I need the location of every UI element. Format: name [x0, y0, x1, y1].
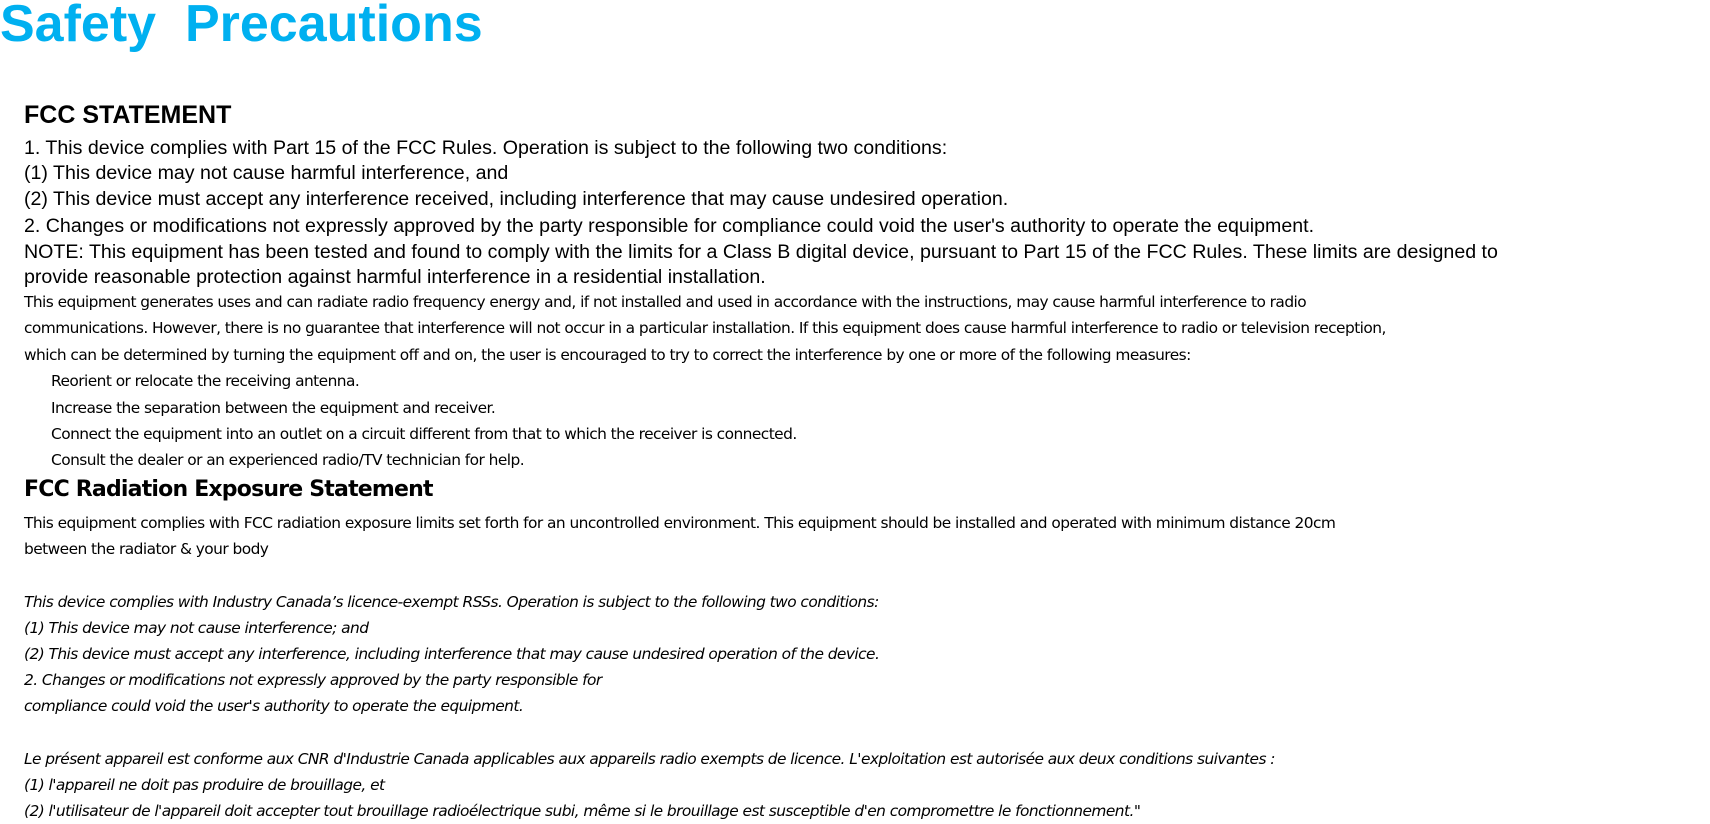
measure-item: Reorient or relocate the receiving antenna.	[51, 372, 360, 390]
measure-item: Increase the separation between the equipment and receiver.	[51, 399, 496, 417]
ic-line-1: This device complies with Industry Canada’s licence-exempt RSSs. Operation is subject to the following two conditions:	[24, 593, 879, 611]
ic-line-5: compliance could void the user's authority to operate the equipment.	[24, 697, 524, 715]
fcc-paragraph-line-3: which can be determined by turning the equipment off and on, the user is encouraged to try to correct the interference by one or more of the following measures:	[24, 346, 1191, 364]
french-line-1: Le présent appareil est conforme aux CNR d'Industrie Canada applicables aux appareils radio exempts de licence. L'exploitation est autorisée aux deux conditions suivantes :	[24, 750, 1275, 768]
fcc-note-line-1: NOTE: This equipment has been tested and found to comply with the limits for a Class B digital device, pursuant to Part 15 of the FCC Rules. These limits are designed to	[24, 241, 1498, 263]
fcc-statement-heading: FCC STATEMENT	[24, 101, 232, 129]
fcc-paragraph-line-1: This equipment generates uses and can radiate radio frequency energy and, if not installed and used in accordance with the instructions, may cause harmful interference to radio	[24, 293, 1307, 311]
ic-line-2: (1) This device may not cause interference; and	[24, 619, 369, 637]
french-line-2: (1) l'appareil ne doit pas produire de brouillage, et	[24, 776, 385, 794]
radiation-exposure-heading: FCC Radiation Exposure Statement	[24, 477, 433, 502]
page-title: Safety Precautions	[0, 0, 483, 53]
fcc-note-line-2: provide reasonable protection against harmful interference in a residential installation.	[24, 266, 766, 288]
measure-item: Connect the equipment into an outlet on a circuit different from that to which the receiver is connected.	[51, 425, 797, 443]
radiation-line-2: between the radiator & your body	[24, 540, 269, 558]
measure-item: Consult the dealer or an experienced radio/TV technician for help.	[51, 451, 525, 469]
french-line-3: (2) l'utilisateur de l'appareil doit accepter tout brouillage radioélectrique subi, même si le brouillage est susceptible d'en compromettre le fonctionnement."	[24, 802, 1141, 820]
fcc-line-3: (2) This device must accept any interference received, including interference that may cause undesired operation.	[24, 188, 1009, 210]
ic-line-4: 2. Changes or modifications not expressly approved by the party responsible for	[24, 671, 602, 689]
radiation-line-1: This equipment complies with FCC radiation exposure limits set forth for an uncontrolled environment. This equipment should be installed and operated with minimum distance 20cm	[24, 514, 1336, 532]
fcc-paragraph-line-2: communications. However, there is no guarantee that interference will not occur in a particular installation. If this equipment does cause harmful interference to radio or television reception,	[24, 319, 1386, 337]
fcc-line-4: 2. Changes or modifications not expressly approved by the party responsible for compliance could void the user's authority to operate the equipment.	[24, 215, 1315, 237]
fcc-line-2: (1) This device may not cause harmful interference, and	[24, 162, 509, 184]
fcc-line-1: 1. This device complies with Part 15 of the FCC Rules. Operation is subject to the following two conditions:	[24, 137, 948, 159]
ic-line-3: (2) This device must accept any interference, including interference that may cause undesired operation of the device.	[24, 645, 880, 663]
